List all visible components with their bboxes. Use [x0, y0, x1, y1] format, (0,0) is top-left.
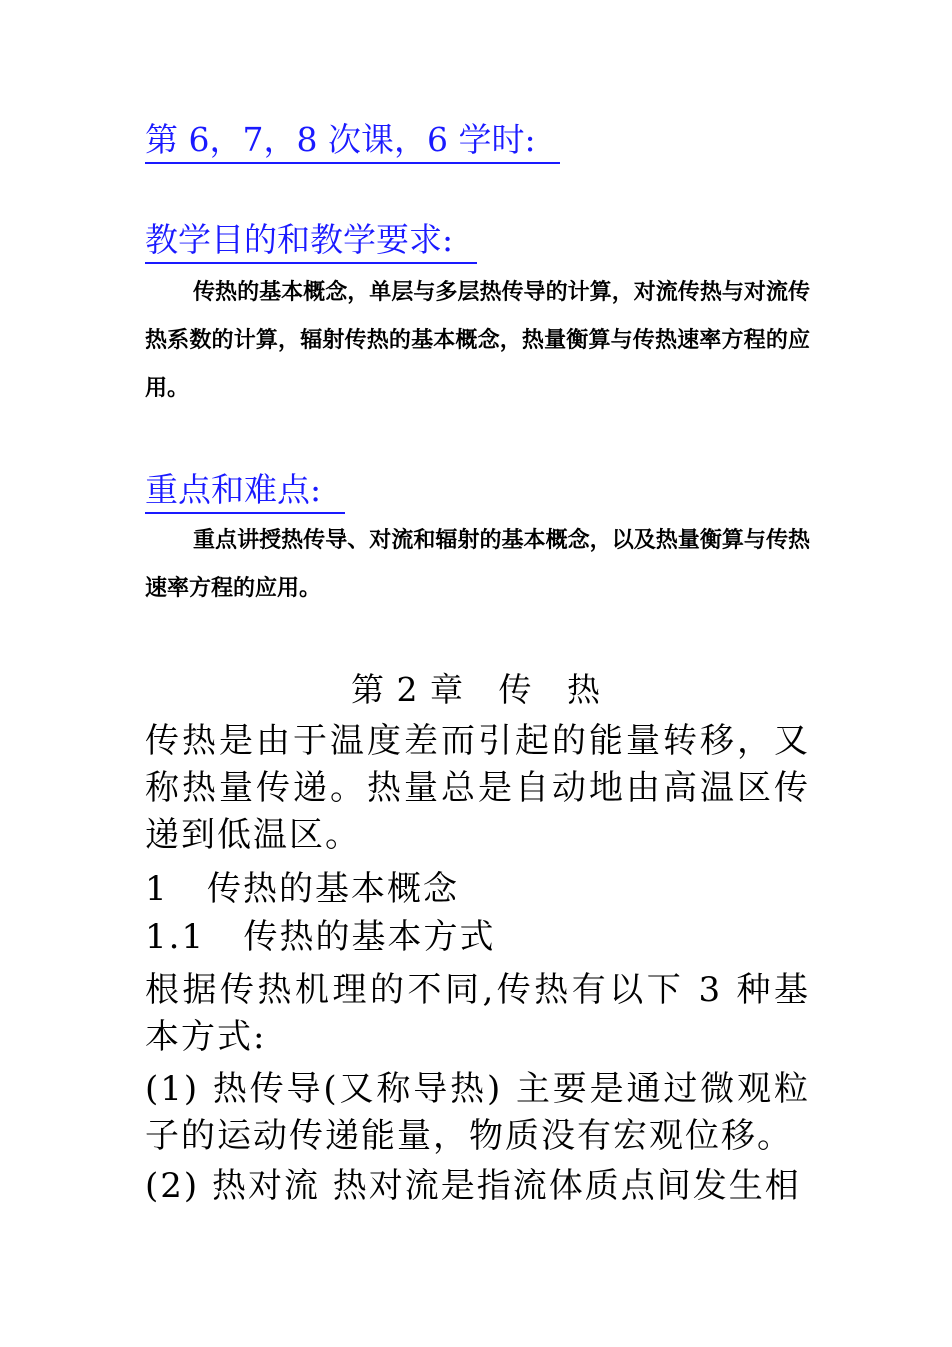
key-points-paragraph: 重点讲授热传导、对流和辐射的基本概念，以及热量衡算与传热速率方程的应用。: [145, 527, 810, 601]
section-1-heading: 1 传热的基本概念: [145, 869, 460, 909]
methods-intro-paragraph: 根据传热机理的不同,传热有以下 3 种基本方式:: [145, 970, 810, 1057]
key-points-heading-link[interactable]: [145, 470, 345, 514]
section-1-1-heading: 1.1 传热的基本方式: [145, 917, 496, 957]
objectives-paragraph: 传热的基本概念，单层与多层热传导的计算，对流传热与对流传热系数的计算，辐射传热的基本概念，热量衡算与传热速率方程的应用。: [145, 279, 810, 401]
objectives-heading-link[interactable]: [145, 220, 477, 264]
method-2-paragraph: (2) 热对流 热对流是指流体质点间发生相: [145, 1166, 801, 1206]
method-1-paragraph: (1) 热传导(又称导热) 主要是通过微观粒子的运动传递能量，物质没有宏观位移。: [145, 1069, 810, 1156]
objectives-heading-text: 教学目的和教学要求:: [145, 220, 477, 264]
chapter-title: 第 2 章 传 热: [351, 670, 601, 709]
key-points-heading-text: 重点和难点:: [145, 470, 345, 514]
chapter-intro-paragraph: 传热是由于温度差而引起的能量转移，又称热量传递。热量总是自动地由高温区传递到低温区。: [145, 721, 810, 855]
lesson-heading-link[interactable]: [145, 120, 560, 164]
lesson-heading-text: 第 6，7，8 次课，6 学时:: [145, 120, 560, 164]
